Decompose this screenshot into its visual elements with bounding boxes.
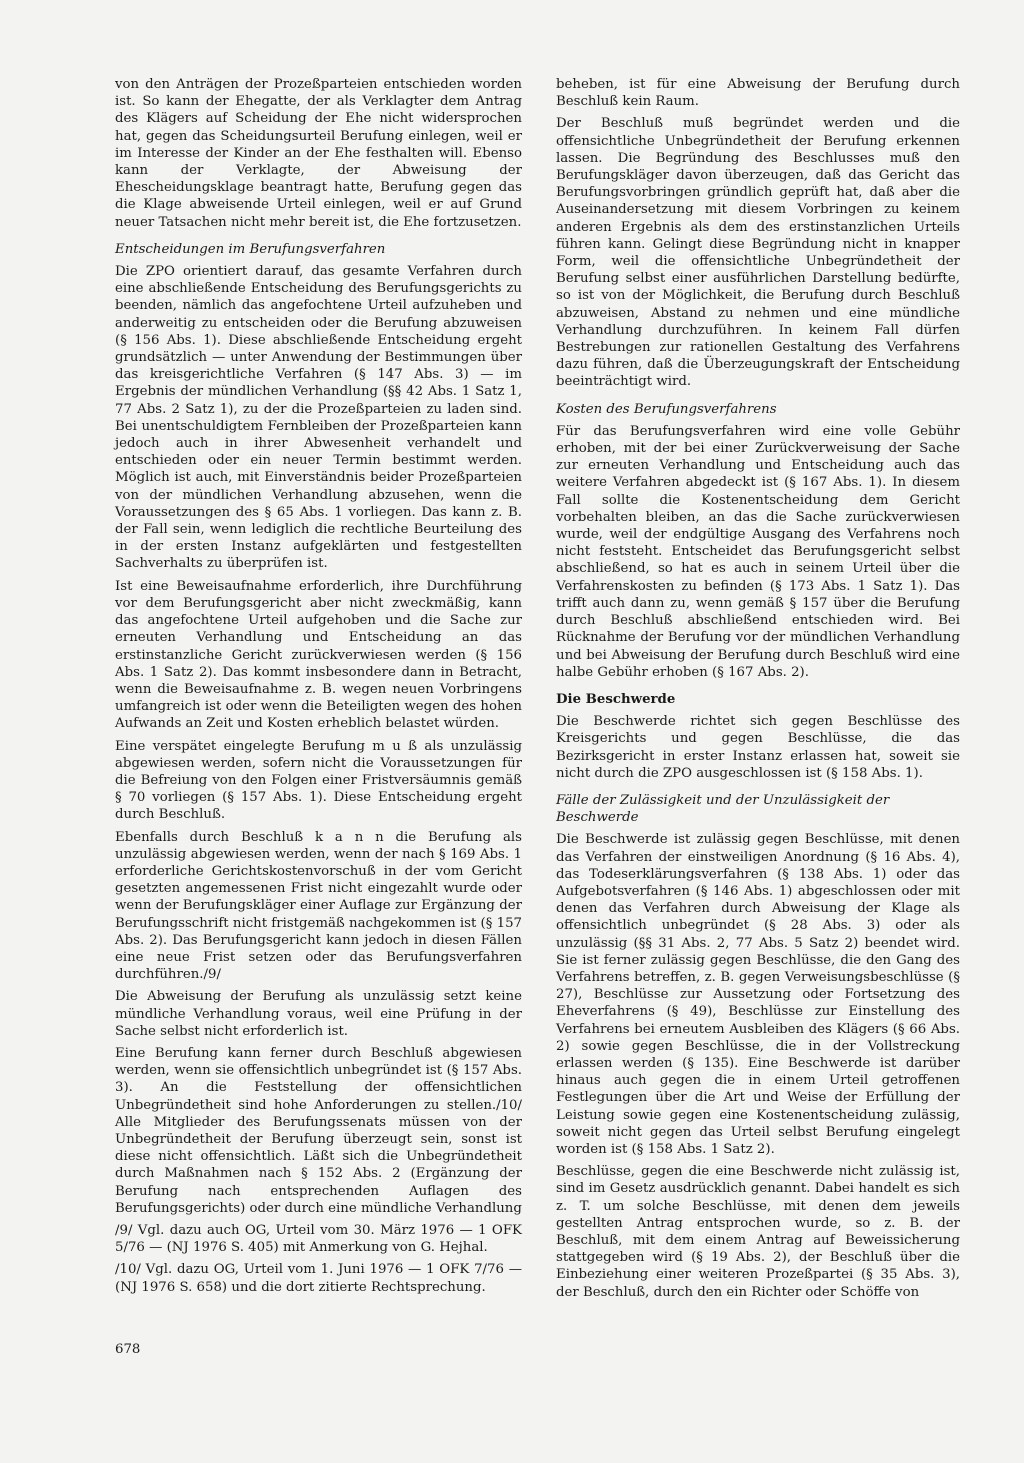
paragraph: Ist eine Beweisaufnahme erforderlich, ihre Durchführung vor dem Berufungsgericht aber nicht zweckmäßig, kann das angefochtene Urteil aufgehoben und die Sache zur erneuten Verhandlung und Entscheidung an das erstinstanzliche Gericht zurückverwiesen werden (§ 156 Abs. 1 Satz 2). Das kommt insbesondere dann in Betracht, wenn die Beweisaufnahme z. B. wegen neuen Vorbringens umfangreich ist oder wenn die Beteiligten wegen des hohen Aufwands an Zeit und Kosten erheblich belastet würden. [115,578,522,732]
footnote-9: /9/ Vgl. dazu auch OG, Urteil vom 30. März 1976 — 1 OFK 5/76 — (NJ 1976 S. 405) mit Anmerkung von G. Hejhal. [115,1223,522,1256]
paragraph: beheben, ist für eine Abweisung der Berufung durch Beschluß kein Raum. [556,77,960,110]
footnote-10: /10/ Vgl. dazu OG, Urteil vom 1. Juni 1976 — 1 OFK 7/76 — (NJ 1976 S. 658) und die dort zitierte Rechtsprechung. [115,1262,522,1295]
paragraph: Die Beschwerde ist zulässig gegen Beschlüsse, mit denen das Verfahren der einstweiligen Anordnung (§ 16 Abs. 4), das Todeserklärungsverfahren (§ 138 Abs. 1) oder das Aufgebotsverfahren (§ 146 Abs. 1) abgeschlossen oder mit denen das Verfahren durch Abweisung der Klage als offensichtlich unbegründet (§ 28 Abs. 3) oder als unzulässig (§§ 31 Abs. 2, 77 Abs. 5 Satz 2) beendet wird. Sie ist ferner zulässig gegen Beschlüsse, die den Gang des Verfahrens betreffen, z. B. gegen Verweisungsbeschlüsse (§ 27), Beschlüsse zur Aussetzung oder Fortsetzung des Eheverfahrens (§ 49), Beschlüsse zur Einstellung des Verfahrens bei erneutem Ausbleiben des Klägers (§ 66 Abs. 2) sowie gegen Beschlüsse, die in der Vollstreckung erlassen werden (§ 135). Eine Beschwerde ist darüber hinaus auch gegen die in einem Urteil getroffenen Festlegungen über die Art und Weise der Erfüllung der Leistung sowie gegen eine Kostenentscheidung zulässig, soweit nicht gegen das Urteil selbst Berufung eingelegt worden ist (§ 158 Abs. 1 Satz 2). [556,832,960,1157]
paragraph: Die Abweisung der Berufung als unzulässig setzt keine mündliche Verhandlung voraus, weil eine Prüfung in der Sache selbst nicht erforderlich ist. [115,989,522,1039]
footnotes [115,1222,522,1296]
paragraph: Eine Berufung kann ferner durch Beschluß abgewiesen werden, wenn sie offensichtlich unbegründet ist (§ 157 Abs. 3). An die Feststellung der offensichtlichen Unbegründetheit sind hohe Anforderungen zu stellen./10/ Alle Mitglieder des Berufungssenats müssen von der Unbegründetheit der Berufung überzeugt sein, sonst ist diese nicht offensichtlich. Läßt sich die Unbegründetheit durch Maßnahmen nach § 152 Abs. 2 (Ergänzung der Berufung nach entsprechenden Auflagen des Berufungsgerichts) oder durch eine mündliche Verhandlung [115,1045,522,1216]
paragraph: von den Anträgen der Prozeßparteien entschieden worden ist. So kann der Ehegatte, der als Verklagter dem Antrag des Klägers auf Scheidung der Ehe nicht widersprochen hat, gegen das Scheidungsurteil Berufung einlegen, weil er im Interesse der Kinder an der Ehe festhalten will. Ebenso kann der Verklagte, der Abweisung der Ehescheidungsklage beantragt hatte, Berufung gegen das die Klage abweisende Urteil einlegen, weil er auf Grund neuer Tatsachen nicht mehr bereit ist, die Ehe fortzusetzen. [115,77,522,230]
paragraph: Ebenfalls durch Beschluß k a n n die Berufung als unzulässig abgewiesen werden, wenn der nach § 169 Abs. 1 erforderliche Gerichtskostenvorschuß in der vom Gericht gesetzten angemessenen Frist nicht eingezahlt wurde oder wenn der Berufungskläger einer Auflage zur Ergänzung der Berufungsschrift nicht fristgemäß nachgekommen ist (§ 157 Abs. 2). Das Berufungsgericht kann jedoch in diesen Fällen eine neue Frist setzen oder das Berufungsverfahren durchführen./9/ [115,829,522,983]
page-number: 678 [115,1342,141,1357]
paragraph: Eine verspätet eingelegte Berufung m u ß als unzulässig abgewiesen werden, sofern nicht die Voraussetzungen für die Befreiung von den Folgen einer Fristversäumnis gemäß § 70 vorliegen (§ 157 Abs. 1). Diese Entscheidung ergeht durch Beschluß. [115,738,522,823]
left-column [115,76,522,1301]
section-heading: Fälle der Zulässigkeit und der Unzulässigkeit der Beschwerde [556,792,890,826]
chapter-heading: Die Beschwerde [556,691,676,707]
paragraph: Beschlüsse, gegen die eine Beschwerde nicht zulässig ist, sind im Gesetz ausdrücklich genannt. Dabei handelt es sich z. T. um solche Beschlüsse, mit denen dem jeweils gestellten Antrag entsprochen wurde, so z. B. der Beschluß, mit dem einem Antrag auf Beweissicherung stattgegeben wird (§ 19 Abs. 2), der Beschluß über die Einbeziehung einer weiteren Prozeßpartei (§ 35 Abs. 3), der Beschluß, durch den ein Richter oder Schöffe von [556,1164,960,1300]
paragraph: Für das Berufungsverfahren wird eine volle Gebühr erhoben, mit der bei einer Zurückverweisung der Sache zur erneuten Verhandlung und Entscheidung auch das weitere Verfahren abgedeckt ist (§ 167 Abs. 1). In diesem Fall sollte die Kostenentscheidung dem Gericht vorbehalten bleiben, an das die Sache zurückverwiesen wurde, weil der endgültige Ausgang des Verfahrens noch nicht feststeht. Entscheidet das Berufungsgericht selbst abschließend, so hat es auch in seinem Urteil über die Verfahrenskosten zu befinden (§ 173 Abs. 1 Satz 1). Das trifft auch dann zu, wenn gemäß § 157 über die Berufung durch Beschluß abschließend entschieden wird. Bei Rücknahme der Berufung vor der mündlichen Verhandlung und bei Abweisung der Berufung durch Beschluß wird eine halbe Gebühr erhoben (§ 167 Abs. 2). [556,423,960,680]
section-heading: Kosten des Berufungsverfahrens [556,401,777,417]
paragraph: Die ZPO orientiert darauf, das gesamte Verfahren durch eine abschließende Entscheidung des Berufungsgerichts zu beenden, nämlich das angefochtene Urteil aufzuheben und anderweitig zu entscheiden oder die Berufung abzuweisen (§ 156 Abs. 1). Diese abschließende Entscheidung ergeht grundsätzlich — unter Anwendung der Bestimmungen über das kreisgerichtliche Verfahren (§ 147 Abs. 3) — im Ergebnis der mündlichen Verhandlung (§§ 42 Abs. 1 Satz 1, 77 Abs. 2 Satz 1), zu der die Prozeßparteien zu laden sind. Bei unentschuldigtem Fernbleiben der Prozeßparteien kann jedoch auch in ihrer Abwesenheit verhandelt und entschieden oder ein neuer Termin bestimmt werden. Möglich ist auch, mit Einverständnis beider Prozeßparteien von der mündlichen Verhandlung abzusehen, wenn die Voraussetzungen des § 65 Abs. 1 vorliegen. Das kann z. B. der Fall sein, wenn lediglich die rechtliche Beurteilung des in der ersten Instanz aufgeklärten und festgestellten Sachverhalts zu überprüfen ist. [115,264,522,572]
right-column [556,76,960,1306]
section-heading: Entscheidungen im Berufungsverfahren [115,241,386,257]
paragraph: Der Beschluß muß begründet werden und die offensichtliche Unbegründetheit der Berufung erkennen lassen. Die Begründung des Beschlusses muß den Berufungskläger davon überzeugen, daß das Gericht das Berufungsvorbringen gründlich geprüft hat, daß aber die Auseinandersetzung mit diesem Vorbringen zu keinem anderen Ergebnis als dem des erstinstanzlichen Urteils führen kann. Gelingt diese Begründung nicht in knapper Form, weil die offensichtliche Unbegründetheit der Berufung selbst einer ausführlichen Darstellung bedürfte, so ist von der Möglichkeit, die Berufung durch Beschluß abzuweisen, Abstand zu nehmen und eine mündliche Verhandlung durchzuführen. In keinem Fall dürfen Bestrebungen zur rationellen Gestaltung des Verfahrens dazu führen, daß die Überzeugungskraft der Entscheidung beeinträchtigt wird. [556,116,960,390]
paragraph: Die Beschwerde richtet sich gegen Beschlüsse des Kreisgerichts und gegen Beschlüsse, die das Bezirksgericht in erster Instanz erlassen hat, soweit sie nicht durch die ZPO ausgeschlossen ist (§ 158 Abs. 1). [556,714,960,781]
